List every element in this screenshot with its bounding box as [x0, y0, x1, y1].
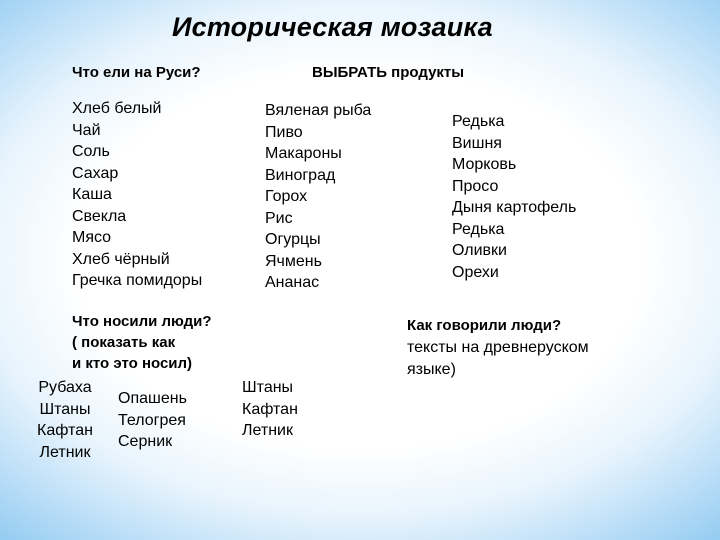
list-item: Летник: [39, 443, 91, 461]
list-item: Рубаха: [38, 379, 92, 396]
list-item: Рис: [265, 209, 293, 227]
list-item: Морковь: [452, 156, 517, 173]
clothes-list-2: [118, 388, 187, 453]
list-item: Ячмень: [265, 252, 322, 270]
clothes-heading-line: и кто это носил): [72, 355, 193, 372]
list-item: Мясо: [72, 229, 112, 246]
list-item: Оливки: [452, 242, 507, 259]
list-item: Вишня: [452, 134, 502, 152]
speech-heading: Как говорили люди?: [407, 317, 562, 334]
list-item: Соль: [72, 143, 110, 160]
list-item: Хлеб чёрный: [72, 250, 170, 268]
list-item: Ананас: [265, 274, 320, 291]
list-item: Кафтан: [242, 400, 298, 418]
list-item: Редька: [452, 113, 505, 130]
list-item: Дыня картофель: [452, 199, 577, 216]
list-item: Каша: [72, 186, 112, 203]
clothes-heading: [72, 311, 212, 374]
clothes-list-3: [242, 377, 298, 442]
clothes-heading-line: Что носили люди?: [72, 313, 212, 330]
food-list-2: [265, 100, 371, 294]
list-item: Огурцы: [265, 231, 321, 248]
select-products-heading: ВЫБРАТЬ продукты: [312, 64, 465, 81]
list-item: Макароны: [265, 145, 342, 162]
list-item: Гречка помидоры: [72, 272, 203, 289]
food-list-1: [72, 98, 202, 292]
clothes-list-1: [30, 377, 100, 463]
speech-text-line: языке): [407, 361, 456, 378]
list-item: Свекла: [72, 207, 127, 225]
clothes-heading-line: ( показать как: [72, 334, 176, 351]
slide-title: Историческая мозаика: [172, 12, 493, 42]
speech-block: [407, 315, 589, 381]
list-item: Орехи: [452, 263, 499, 281]
food-heading: Что ели на Руси?: [72, 64, 201, 81]
list-item: Просо: [452, 177, 499, 195]
list-item: Пиво: [265, 123, 303, 141]
list-item: Вяленая рыба: [265, 102, 372, 119]
list-item: Виноград: [265, 166, 336, 184]
list-item: Кафтан: [37, 422, 93, 439]
speech-text-line: тексты на древнеруском: [407, 339, 589, 356]
list-item: Горох: [265, 188, 308, 205]
list-item: Летник: [242, 422, 293, 439]
food-list-3: [452, 111, 576, 283]
list-item: Хлеб белый: [72, 100, 162, 117]
list-item: Серник: [118, 433, 173, 450]
list-item: Штаны: [242, 379, 294, 396]
list-item: Редька: [452, 220, 505, 238]
list-item: Сахар: [72, 164, 119, 182]
list-item: Чай: [72, 121, 101, 139]
list-item: Телогрея: [118, 411, 186, 429]
list-item: Штаны: [39, 400, 91, 418]
list-item: Опашень: [118, 390, 187, 407]
